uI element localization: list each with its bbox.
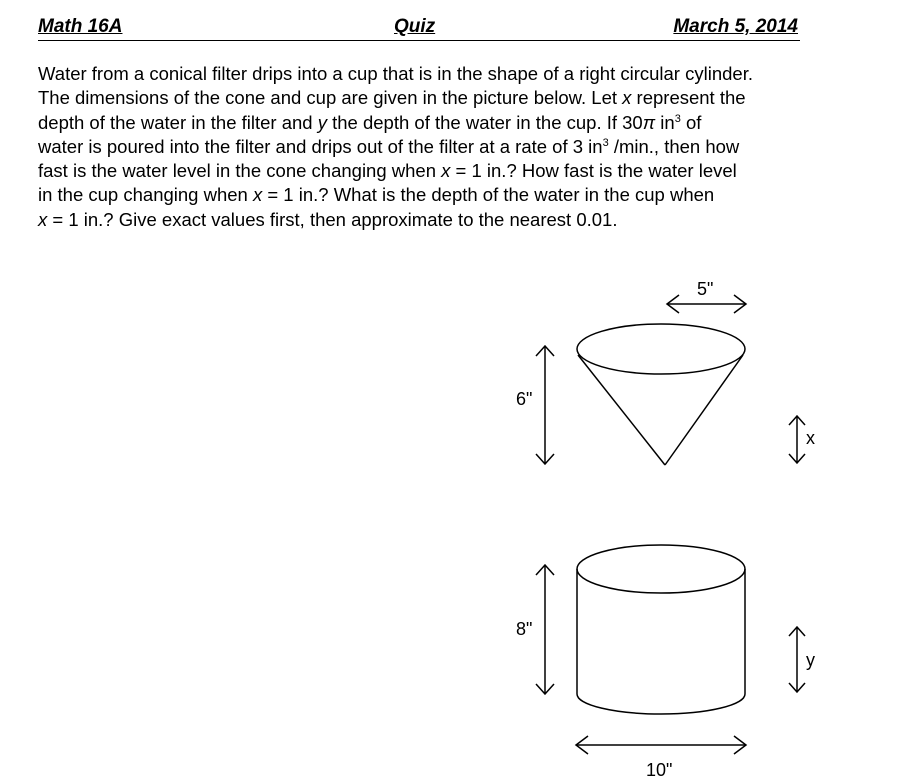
cylinder-cup-drawing bbox=[577, 545, 745, 714]
cone-height-arrow bbox=[536, 346, 554, 464]
problem-line-1: Water from a conical filter drips into a cup that is in the shape of a right circular cylinder. bbox=[38, 63, 753, 84]
cone-height-label: 6" bbox=[516, 389, 533, 409]
quiz-date: March 5, 2014 bbox=[673, 16, 798, 37]
problem-line-7: x = 1 in.? Give exact values first, then approximate to the nearest 0.01. bbox=[38, 208, 618, 230]
problem-line-2: The dimensions of the cone and cup are given in the picture below. Let x represent the bbox=[38, 87, 746, 109]
problem-line-5: fast is the water level in the cone changing when x = 1 in.? How fast is the water level bbox=[38, 160, 737, 182]
problem-line-6: in the cup changing when x = 1 in.? What is the depth of the water in the cup when bbox=[38, 184, 715, 206]
cup-depth-y-label: y bbox=[806, 650, 815, 670]
cone-filter-drawing bbox=[577, 324, 745, 465]
problem-line-4: water is poured into the filter and drips out of the filter at a rate of 3 $in^3$ /min., then how bbox=[38, 135, 740, 157]
problem-line-3: depth of the water in the filter and y the depth of the water in the cup. If 30π $in^3$ of bbox=[38, 111, 702, 133]
cup-height-label: 8" bbox=[516, 619, 533, 639]
cone-diameter-label: 5" bbox=[697, 279, 714, 299]
cup-diameter-label: 10" bbox=[646, 760, 673, 780]
quiz-title: Quiz bbox=[394, 16, 436, 37]
cup-height-arrow bbox=[536, 565, 554, 694]
cone-depth-x-label: x bbox=[806, 428, 815, 448]
cone-depth-x-arrow bbox=[789, 416, 805, 463]
cup-depth-y-arrow bbox=[789, 627, 805, 692]
course-name: Math 16A bbox=[38, 16, 123, 37]
cup-diameter-arrow bbox=[576, 736, 746, 754]
